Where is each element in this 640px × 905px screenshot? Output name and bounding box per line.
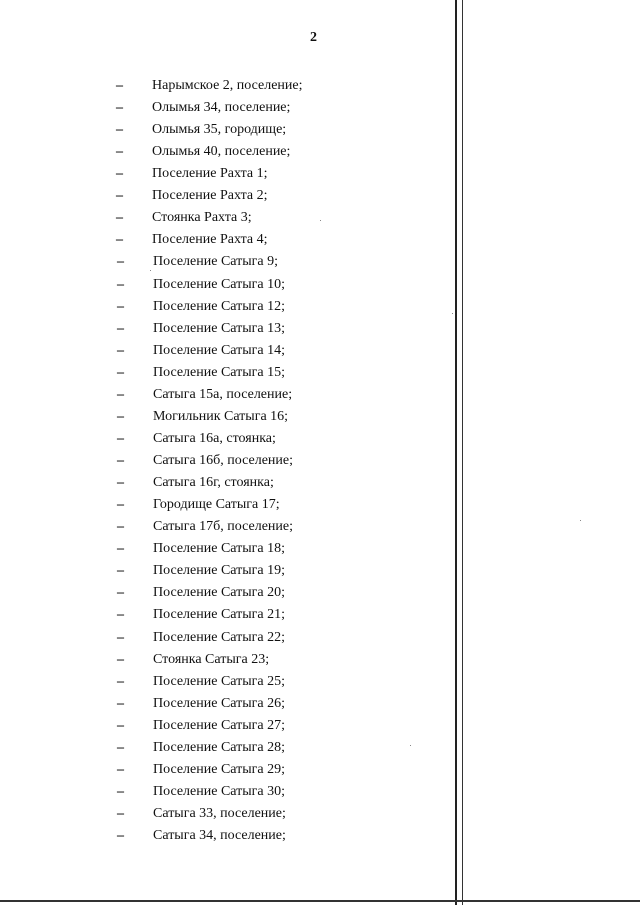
list-bullet: –: [117, 342, 124, 358]
list-item-text: Могильник Сатыга 16;: [153, 408, 289, 424]
list-item-text: Олымья 40, поселение;: [152, 144, 291, 160]
list-bullet: –: [116, 188, 123, 204]
list-item-text: Поселение Сатыга 22;: [153, 629, 286, 645]
binding-line-thin: [462, 0, 463, 905]
list-item-text: Нарымское 2, поселение;: [152, 78, 303, 93]
list-bullet: –: [117, 519, 124, 535]
list-item-text: Сатыга 17б, поселение;: [153, 519, 294, 535]
list-bullet: –: [117, 651, 124, 667]
list-bullet: –: [116, 100, 123, 116]
page-number: 2: [310, 30, 317, 45]
list-item-text: Сатыга 16б, поселение;: [153, 453, 294, 469]
list-item-text: Поселение Сатыга 30;: [153, 783, 286, 799]
list-item-text: Поселение Сатыга 27;: [153, 717, 286, 733]
list-bullet: –: [117, 673, 124, 689]
list-item-text: Поселение Рахта 2;: [152, 188, 268, 204]
list-bullet: –: [117, 828, 124, 844]
list-item-text: Сатыга 33, поселение;: [153, 805, 286, 821]
list-bullet: –: [117, 276, 124, 292]
list-item-text: Поселение Сатыга 25;: [153, 673, 286, 689]
list-bullet: –: [117, 695, 124, 711]
list-bullet: –: [116, 232, 123, 248]
list-bullet: –: [116, 78, 123, 93]
list-bullet: –: [117, 563, 124, 579]
list-bullet: –: [117, 320, 124, 336]
list-bullet: –: [117, 541, 124, 557]
list-item-text: Олымья 35, городище;: [152, 122, 287, 138]
list-item-text: Поселение Рахта 1;: [152, 166, 268, 182]
list-item-text: Поселение Сатыга 18;: [153, 541, 286, 557]
list-bullet: –: [117, 585, 124, 601]
list-item-text: Поселение Сатыга 13;: [153, 320, 286, 336]
scan-speck: [150, 270, 151, 271]
scan-speck: [580, 520, 581, 521]
list-item-text: Поселение Сатыга 26;: [153, 695, 286, 711]
binding-line: [455, 0, 457, 905]
list-item-text: Стоянка Сатыга 23;: [153, 651, 270, 667]
list-bullet: –: [117, 430, 124, 446]
list-item-text: Сатыга 15а, поселение;: [153, 386, 293, 402]
list-bullet: –: [116, 210, 123, 226]
list-item-text: Олымья 34, поселение;: [152, 100, 291, 116]
list-bullet: –: [117, 739, 124, 755]
scan-speck: [452, 313, 453, 314]
list-bullet: –: [117, 453, 124, 469]
list-item-text: Стоянка Рахта 3;: [152, 210, 252, 226]
list-bullet: –: [117, 717, 124, 733]
list-bullet: –: [117, 386, 124, 402]
list-bullet: –: [117, 254, 124, 270]
list-item-text: Поселение Сатыга 12;: [153, 298, 286, 314]
list-item-text: Сатыга 16г, стоянка;: [153, 475, 274, 491]
list-item-text: Поселение Сатыга 19;: [153, 563, 286, 579]
list-bullet: –: [117, 408, 124, 424]
list-item-text: Поселение Сатыга 10;: [153, 276, 286, 292]
list-item-text: Поселение Сатыга 20;: [153, 585, 286, 601]
scan-speck: [320, 220, 321, 221]
page-bottom-edge: [0, 900, 640, 902]
list-item-text: Поселение Сатыга 29;: [153, 761, 286, 777]
list-bullet: –: [116, 122, 123, 138]
list-bullet: –: [117, 364, 124, 380]
list-bullet: –: [117, 497, 124, 513]
list-item-text: Сатыга 34, поселение;: [153, 828, 286, 844]
list-item-text: Поселение Сатыга 15;: [153, 364, 286, 380]
list-item-text: Поселение Рахта 4;: [152, 232, 268, 248]
list-bullet: –: [117, 298, 124, 314]
list-item-text: Поселение Сатыга 28;: [153, 739, 286, 755]
list-bullet: –: [117, 761, 124, 777]
list-bullet: –: [117, 783, 124, 799]
list-item-text: Поселение Сатыга 14;: [153, 342, 286, 358]
list-bullet: –: [117, 607, 124, 623]
list-bullet: –: [117, 475, 124, 491]
list-item-text: Городище Сатыга 17;: [153, 497, 280, 513]
list-item-text: Поселение Сатыга 21;: [153, 607, 286, 623]
list-bullet: –: [116, 166, 123, 182]
list-item-text: Поселение Сатыга 9;: [153, 254, 279, 270]
list-item-text: Сатыга 16а, стоянка;: [153, 430, 276, 446]
list-bullet: –: [117, 805, 124, 821]
list-bullet: –: [116, 144, 123, 160]
scan-speck: [410, 745, 411, 746]
list-bullet: –: [117, 629, 124, 645]
